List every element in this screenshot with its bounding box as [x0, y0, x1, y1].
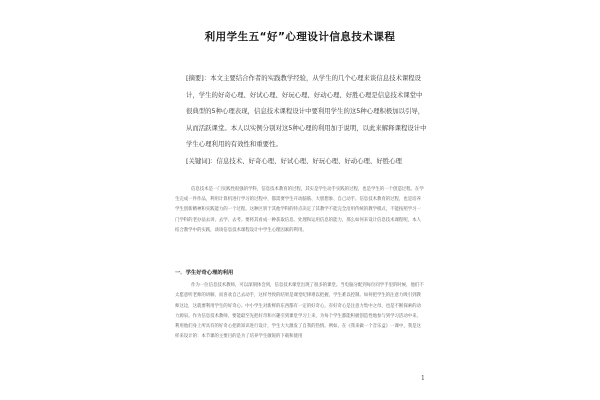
intro-paragraph-block: [175, 185, 425, 236]
section-paragraph-block: [175, 281, 425, 343]
abstract-text: [摘要]：本文主要结合作者的实践教学经验，从学生的几个心理来谈信息技术课程设计，学生的好奇心理、好试心理、好玩心理、好动心理、好胜心理是信息技术课堂中很典型的5种心理表现，信息技术课程设计中要利用学生的这5种心理积极加以引导，从而活跃课堂。本人以实例分别对这5种心理的利用加于说明，以此来解释课程设计中学生心理利用的有效性和重要性。: [186, 74, 427, 149]
section-heading: 一．学生好奇心理的利用: [175, 270, 234, 276]
keywords-text: [关键词]：信息技术、好奇心理、好试心理、好玩心理、好动心理、好胜心理: [186, 156, 402, 165]
page-number: 1: [421, 375, 425, 382]
section-paragraph: 作为一位信息技术教师，可以深刻体会到，信息技术课堂出现了很多的课堂。当电脑分配到每位同学手里的时候，他们不太愿意听老师的讲解，而喜欢自己去动手，这样导致的结果是课堂纪律难以把握，学生难以控制。如何把学生的注意力吸引到教师这边，这就要利用学生的好奇心。中小学生对新鲜的东西都有一定的好奇心，有好奇心是注意力集中之母，也是不断探索的动力源泉。作为信息技术教师，要能最至先把好奇和兴趣引到课堂学习上来，为每个学生都能积极创造性地参与到学习活动中来，利用他们身上所具有的好奇心把新知识进行设计，学生大大激发了自我的热情。例如，在《我来做一个音乐盒》一课中，我是这样来设计的：本节课的主要目的是为了培养学生敏锐的下载和使用: [175, 283, 424, 340]
intro-paragraph: 信息技术是一门实践性很强的学科，信息技术教育的过程，其实是学生动手实践的过程，也是学生的一个创造过程。在学生完成一件作品，利用计算机进行学习的过程中，都需要学生开动脑筋、大胆想象、自己动手。信息技术教育的过程，也是培养学生创新精神和实践能力的一个过程。这种区别于其他学科的特点决定了其教学不能完全沿用传统的教学模式，不能按照学习一门学科的老办法去讲、去学、去考。要将其看成一种获取信息、处理和运用信息的能力，那么如何来设计信息技术课程呢，本人结合教学中的实践，谈谈信息技术课程设计中学生心理因素的利用。: [175, 187, 424, 233]
document-title: 利用学生五“好”心理设计信息技术课程: [204, 31, 396, 43]
abstract-block: [186, 70, 428, 170]
